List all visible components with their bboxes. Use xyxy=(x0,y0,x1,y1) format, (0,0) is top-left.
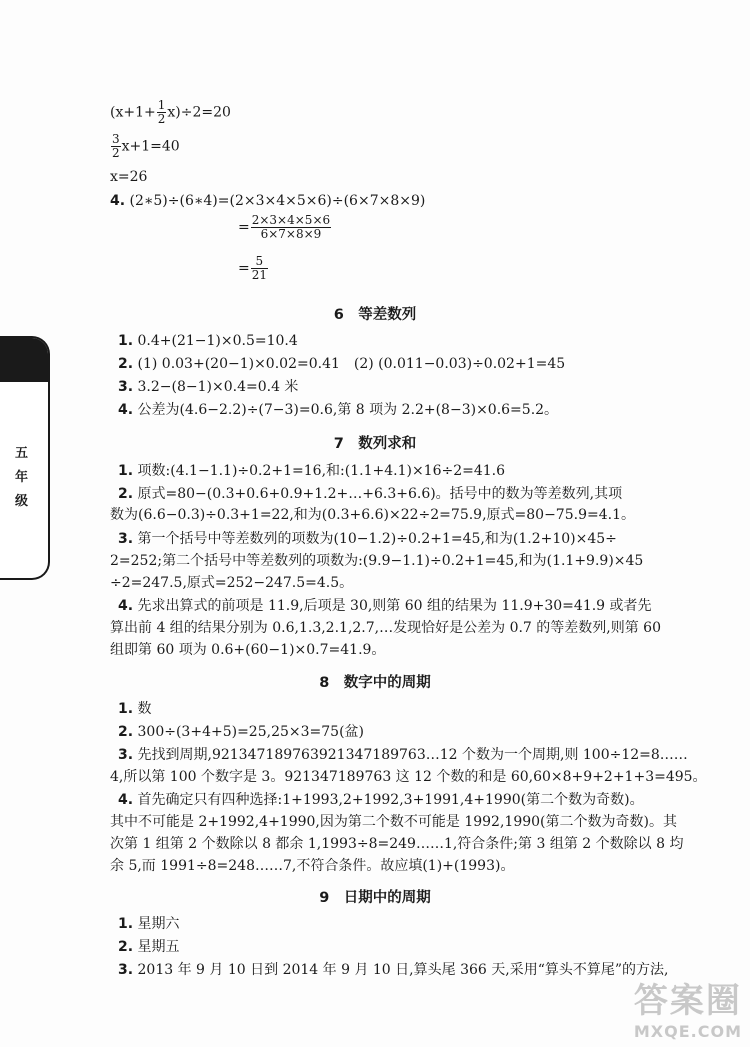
problem-4: 4. (2∗5)÷(6∗4)=(2×3×4×5×6)÷(6×7×8×9) xyxy=(110,193,426,209)
section-heading: 7 数列求和 xyxy=(333,436,417,452)
list-item: 2. 300÷(3+4+5)=25,25×3=75(盆) xyxy=(118,724,364,740)
equation-line: $\frac{3}{2}$ x+1=40 xyxy=(112,132,180,160)
paragraph-line: 其中不可能是 2+1992,4+1990,因为第二个数不可能是 1992,1990(第二个数为奇数)。其 xyxy=(110,814,677,830)
paragraph-line: 4,所以第 100 个数字是 3。921347189763 这 12 个数的和是 60,60×8+9+2+1+3=495。 xyxy=(110,769,707,785)
paragraph-line: ÷2=247.5,原式=252−247.5=4.5。 xyxy=(110,575,354,591)
list-item: 4. 首先确定只有四种选择:1+1993,2+1992,3+1991,4+1990(第二个数为奇数)。 xyxy=(118,792,644,808)
list-item: 3. 3.2−(8−1)×0.4=0.4 米 xyxy=(118,379,299,395)
fraction: $\frac{3}{2}$ xyxy=(112,132,120,160)
tab-black-block xyxy=(0,338,48,382)
list-item: 1. 项数:(4.1−1.1)÷0.2+1=16,和:(1.1+4.1)×16÷2=41.6 xyxy=(118,463,506,479)
section-heading: 6 等差数列 xyxy=(333,307,417,323)
list-item: 4. 先求出算式的前项是 11.9,后项是 30,则第 60 组的结果为 11.9+30=41.9 或者先 xyxy=(118,598,652,614)
paragraph-line: 余 5,而 1991÷8=248……7,不符合条件。故应填(1)+(1993)。 xyxy=(110,858,515,874)
grade-label: 五 年 级 xyxy=(15,446,29,509)
list-item: 3. 先找到周期,921347189763921347189763…12 个数为一个周期,则 100÷12=8…… xyxy=(118,747,688,763)
list-item: 4. 公差为(4.6−2.2)÷(7−3)=0.6,第 8 项为 2.2+(8−3)×0.6=5.2。 xyxy=(118,402,559,418)
paragraph-line: 算出前 4 组的结果分别为 0.6,1.3,2.1,2.7,…发现恰好是公差为 0.7 的等差数列,则第 60 xyxy=(110,620,661,636)
list-item: 2. 星期五 xyxy=(118,939,180,955)
list-item: 2. 原式=80−(0.3+0.6+0.9+1.2+…+6.3+6.6)。括号中的数为等差数列,其项 xyxy=(118,486,623,502)
grade-side-tab xyxy=(0,336,50,580)
fraction: $\frac{1}{2}$ xyxy=(157,98,166,126)
equation-line: x=26 xyxy=(110,169,148,185)
fraction: $\frac{2\times 3\times 4\times 5\times 6}{6\times 7\times 8\times 9}$ xyxy=(251,213,331,241)
section-heading: 8 数字中的周期 xyxy=(319,675,431,691)
paragraph-line: 数为(6.6−0.3)÷0.3+1=22,和为(0.3+6.6)×22÷2=75.9,原式=80−75.9=4.1。 xyxy=(110,507,635,523)
list-item: 1. 0.4+(21−1)×0.5=10.4 xyxy=(118,333,298,349)
watermark-logo: 答案圈 MXQE.COM xyxy=(633,981,742,1041)
equation-line: = $\frac{2\times 3\times 4\times 5\times 6}{6\times 7\times 8\times 9}$ xyxy=(238,213,331,241)
section-heading: 9 日期中的周期 xyxy=(319,890,431,906)
list-item: 2. (1) 0.03+(20−1)×0.02=0.41 (2) (0.011−0.03)÷0.02+1=45 xyxy=(118,356,566,372)
paragraph-line: 2=252;第二个括号中等差数列的项数为:(9.9−1.1)÷0.2+1=45,和为(1.1+9.9)×45 xyxy=(110,553,644,569)
fraction: $\frac{5}{21}$ xyxy=(251,254,268,282)
list-item: 3. 第一个括号中等差数列的项数为(10−1.2)÷0.2+1=45,和为(1.2+10)×45÷ xyxy=(118,531,617,547)
paragraph-line: 次第 1 组第 2 个数除以 8 都余 1,1993÷8=249……1,符合条件;第 3 组第 2 个数除以 8 均 xyxy=(110,836,684,852)
list-item: 1. 星期六 xyxy=(118,916,180,932)
equation-line: (x+1+ $\frac{1}{2}$ x)÷2=20 xyxy=(110,98,231,126)
list-item: 3. 2013 年 9 月 10 日到 2014 年 9 月 10 日,算头尾 366 天,采用“算头不算尾”的方法, xyxy=(118,962,669,978)
equation-line: = $\frac{5}{21}$ xyxy=(238,254,268,282)
list-item: 1. 数 xyxy=(118,701,152,717)
paragraph-line: 组即第 60 项为 0.6+(60−1)×0.7=41.9。 xyxy=(110,642,386,658)
